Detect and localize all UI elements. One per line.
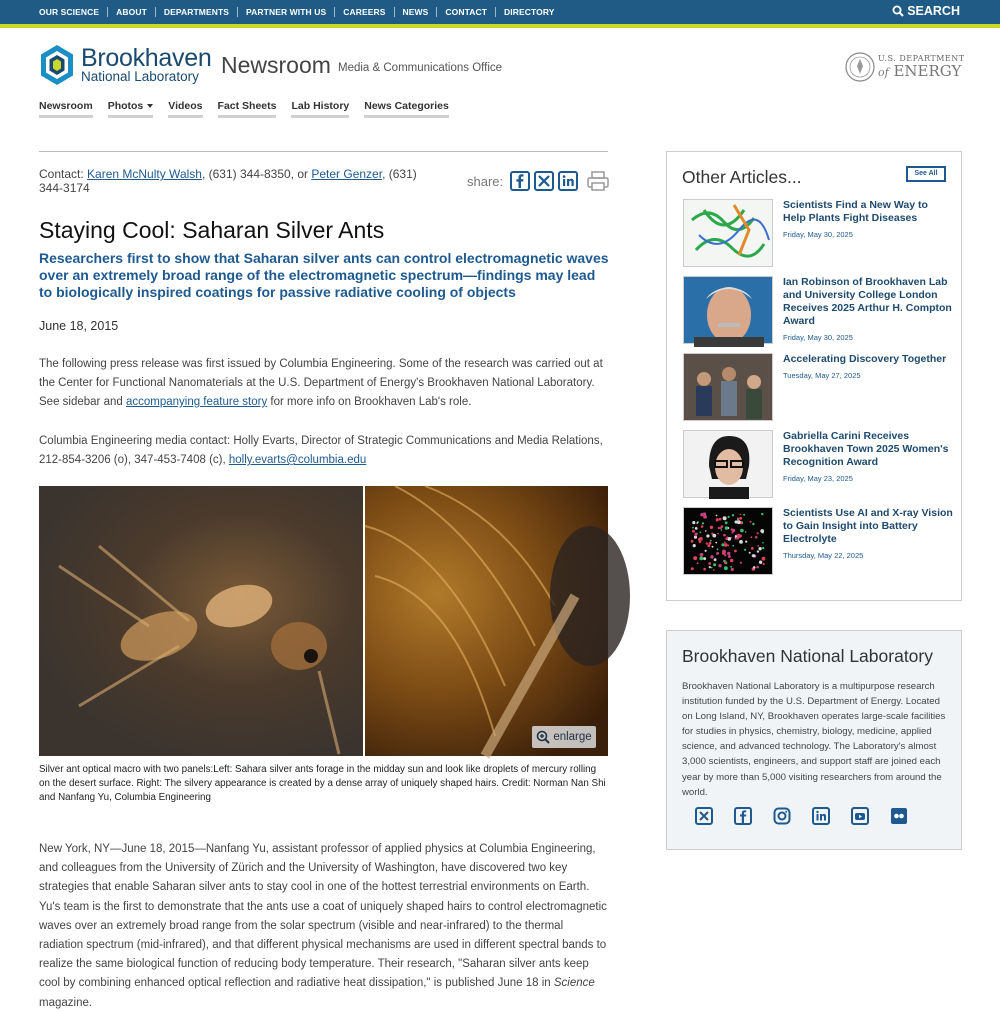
tab-videos[interactable]: Videos	[168, 100, 202, 118]
article-title: Staying Cool: Saharan Silver Ants	[39, 217, 385, 243]
see-all-button[interactable]: See All	[906, 166, 946, 182]
email-link[interactable]: holly.evarts@columbia.edu	[228, 454, 367, 466]
tab-news-categories[interactable]: News Categories	[364, 100, 449, 118]
youtube-icon[interactable]	[851, 807, 869, 825]
article-date-label: Friday, May 30, 2025	[783, 333, 853, 342]
section-title[interactable]: Newsroom	[221, 52, 331, 78]
topnav-separator	[155, 7, 156, 17]
article-date-label: Friday, May 23, 2025	[783, 474, 853, 483]
logo-name: Brookhaven	[81, 44, 212, 72]
doe-logo[interactable]	[845, 52, 963, 82]
article-date: June 18, 2015	[39, 319, 119, 333]
bnl-info-panel	[666, 630, 962, 850]
facebook-icon[interactable]	[510, 171, 530, 191]
tab-photos-label: Photos	[107, 100, 144, 112]
logo-subtitle: National Laboratory	[81, 69, 199, 84]
contact-phone-1: , (631) 344-8350, or	[201, 167, 312, 181]
facebook-icon[interactable]	[734, 807, 752, 825]
contact-phone-2: , (631) 344-3174	[39, 167, 417, 195]
article-date-label: Tuesday, May 27, 2025	[783, 371, 861, 380]
doe-energy-label	[878, 62, 961, 80]
list-item[interactable]	[683, 199, 953, 267]
office-name: Media & Communications Office	[338, 62, 503, 74]
p2-text: Columbia Engineering media contact: Holly Evarts, Director of Strategic Communications and Media Relations, 212-854-3206 (o), 347-453-7408 (c),	[39, 435, 603, 466]
other-articles-panel	[666, 151, 962, 601]
search-icon	[892, 5, 904, 17]
article-title-link	[783, 353, 953, 382]
contact-link-genzer[interactable]: Peter Genzer	[311, 167, 383, 181]
enlarge-button[interactable]	[532, 726, 596, 748]
science-journal: Science	[553, 977, 595, 990]
topnav-separator	[436, 7, 437, 17]
search-button[interactable]	[892, 4, 960, 18]
article-link-text: Scientists Use AI and X-ray Vision to Gain Insight into Battery Electrolyte	[783, 507, 953, 545]
list-item[interactable]	[683, 430, 953, 498]
topnav-separator	[495, 7, 496, 17]
tab-photos[interactable]	[108, 100, 154, 118]
article-subtitle: Researchers first to show that Saharan silver ants can control electromagnetic waves over an extremely broad range of the electromagnetic spectrum—findings may lead to biologically inspired coatings for passive radiative cooling of objects	[39, 250, 609, 300]
list-item[interactable]	[683, 507, 953, 575]
article-thumbnail	[683, 507, 773, 575]
doe-energy-word: ENERGY	[893, 62, 962, 80]
contact-prefix: Contact:	[39, 167, 88, 181]
article-paragraph-1	[39, 355, 609, 412]
flickr-icon[interactable]	[890, 807, 908, 825]
divider	[39, 151, 608, 152]
list-item[interactable]	[683, 353, 953, 421]
print-icon[interactable]	[587, 171, 609, 191]
brookhaven-logo[interactable]	[39, 44, 212, 86]
x-icon[interactable]	[695, 807, 713, 825]
topnav-about[interactable]: ABOUT	[116, 7, 147, 17]
top-nav	[39, 7, 555, 17]
article-paragraph-2	[39, 432, 609, 470]
feature-story-link[interactable]: accompanying feature story	[125, 396, 268, 408]
topnav-partner[interactable]: PARTNER WITH US	[246, 7, 327, 17]
p3-end: magazine.	[39, 996, 93, 1009]
topnav-departments[interactable]: DEPARTMENTS	[163, 7, 230, 17]
article-photo[interactable]	[39, 486, 608, 756]
topnav-separator	[394, 7, 395, 17]
brookhaven-logo-mark-icon	[39, 44, 75, 86]
ant-photo-right	[365, 486, 608, 756]
article-title-link	[783, 507, 953, 562]
article-thumbnail	[683, 199, 773, 267]
other-articles-title: Other Articles...	[682, 167, 802, 187]
article-date-label: Thursday, May 22, 2025	[783, 551, 864, 560]
article-title-link	[783, 276, 953, 344]
contact-line	[39, 167, 419, 195]
enlarge-label: enlarge	[553, 731, 592, 743]
chevron-down-icon	[147, 104, 153, 108]
x-icon[interactable]	[534, 171, 554, 191]
article-link-text: Ian Robinson of Brookhaven Lab and University College London Receives 2025 Arthur H. Compton Award	[783, 276, 952, 327]
doe-of-label: of	[878, 66, 889, 79]
ant-photo-left	[39, 486, 363, 756]
topnav-separator	[334, 7, 335, 17]
article-title-link	[783, 430, 953, 485]
top-bar-accent	[0, 24, 1000, 28]
article-link-text: Accelerating Discovery Together	[783, 353, 947, 365]
share-bar	[467, 171, 578, 191]
doe-seal-icon	[845, 52, 875, 82]
article-link-text: Scientists Find a New Way to Help Plants Fight Diseases	[783, 199, 928, 224]
article-link-text: Gabriella Carini Receives Brookhaven Town 2025 Women's Recognition Award	[783, 430, 949, 468]
tab-lab-history[interactable]: Lab History	[291, 100, 349, 118]
article-date-label: Friday, May 30, 2025	[783, 230, 853, 239]
linkedin-icon[interactable]	[812, 807, 830, 825]
topnav-careers[interactable]: CAREERS	[343, 7, 386, 17]
article-thumbnail	[683, 430, 773, 498]
doe-department-label: U.S. DEPARTMENT	[878, 54, 965, 63]
photo-caption: Silver ant optical macro with two panels:Left: Sahara silver ants forage in the midday sun and look like droplets of mercury rolling on the desert surface. Right: The silvery appearance is created by a dense array of uniquely shaped hairs. Credit: Norman Nan Shi and Nanfang Yu, Columbia Engineering	[39, 764, 606, 803]
instagram-icon[interactable]	[773, 807, 791, 825]
newsroom-nav	[39, 100, 464, 118]
topnav-news[interactable]: NEWS	[402, 7, 429, 17]
topnav-our-science[interactable]: OUR SCIENCE	[39, 7, 100, 17]
article-title-link	[783, 199, 953, 241]
zoom-in-icon	[536, 730, 550, 744]
tab-newsroom[interactable]: Newsroom	[39, 100, 93, 118]
bnl-description: Brookhaven National Laboratory is a multipurpose research institution funded by the U.S. Department of Energy. Located on Long Island, NY, Brookhaven operates large-scale facilities for studies in physics, chemistry, biology, medicine, applied science, and advanced technology. The Laboratory's almost 3,000 scientists, engineers, and support staff are joined each year by more than 5,000 visiting researchers from around the world.	[682, 681, 946, 798]
article-thumbnail	[683, 353, 773, 421]
bnl-title: Brookhaven National Laboratory	[682, 646, 933, 666]
linkedin-icon[interactable]	[558, 171, 578, 191]
article-thumbnail	[683, 276, 773, 344]
social-links	[695, 807, 929, 825]
tab-fact-sheets[interactable]: Fact Sheets	[218, 100, 277, 118]
share-label: share:	[467, 173, 504, 189]
topnav-separator	[237, 7, 238, 17]
contact-link-walsh[interactable]: Karen McNulty Walsh	[87, 167, 202, 181]
list-item[interactable]	[683, 276, 953, 344]
search-label: SEARCH	[907, 4, 960, 18]
topnav-contact[interactable]: CONTACT	[445, 7, 488, 17]
topnav-separator	[107, 7, 108, 17]
topnav-directory[interactable]: DIRECTORY	[504, 7, 555, 17]
p1-text: The following press release was first issued by Columbia Engineering. Some of the research was carried out at the Center for Functional Nanomaterials at the U.S. Department of Energy's Brookhaven National Laboratory. See sidebar and	[39, 358, 603, 408]
article-paragraph-3	[39, 840, 609, 1013]
p3-text: New York, NY—June 18, 2015—Nanfang Yu, assistant professor of applied physics at Columbia Engineering, and colleagues from the University of Zürich and the University of Washington, have discovered two key strategies that enable Saharan silver ants to stay cool in one of the hottest terrestrial environments on Earth. Yu's team is the first to demonstrate that the ants use a coat of uniquely shaped hairs to control electromagnetic waves over an extremely broad range from the solar spectrum (visible and near-infrared) to the thermal radiation spectrum (mid-infrared), and that different physical mechanisms are used in different spectral bands to realize the same biological function of reducing body temperature. Their research, "Saharan silver ants keep cool by combining enhanced optical reflection and radiative heat dissipation," is published June 18 in	[39, 843, 607, 990]
p1-end: for more info on Brookhaven Lab's role.	[267, 396, 472, 408]
